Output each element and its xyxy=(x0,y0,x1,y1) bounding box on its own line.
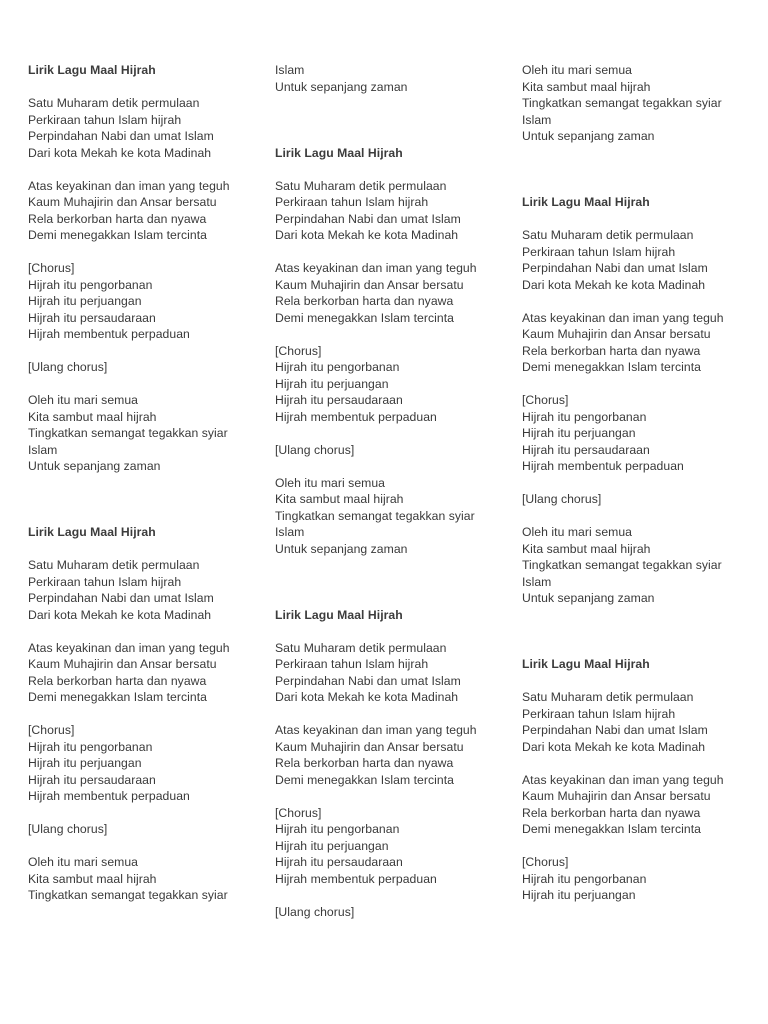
blank-line xyxy=(275,887,510,904)
blank-line xyxy=(522,145,757,162)
lyric-line: Hijrah itu pengorbanan xyxy=(522,871,647,886)
lyric-line: Untuk sepanjang zaman xyxy=(28,459,161,473)
blank-line xyxy=(28,79,263,96)
lyric-line: Hijrah itu perjuangan xyxy=(28,756,142,770)
lyric-line: Kita sambut maal hijrah xyxy=(275,492,404,506)
lyric-line: Hijrah itu persaudaraan xyxy=(275,855,403,869)
lyric-line: Perpindahan Nabi dan umat Islam xyxy=(28,591,214,605)
blank-line xyxy=(275,557,510,574)
blank-line xyxy=(28,244,263,261)
lyric-line: Perpindahan Nabi dan umat Islam xyxy=(522,261,708,275)
lyric-line: Demi menegakkan Islam tercinta xyxy=(28,690,207,704)
lyric-line: Dari kota Mekah ke kota Madinah xyxy=(522,739,706,754)
text-column-3 xyxy=(522,62,757,904)
lyric-line: Perkiraan tahun Islam hijrah xyxy=(522,706,676,721)
lyric-line: Hijrah itu pengorbanan xyxy=(275,822,400,836)
lyric-line: Hijrah itu pengorbanan xyxy=(522,409,647,424)
lyric-line: Demi menegakkan Islam tercinta xyxy=(522,822,701,836)
song-title: Lirik Lagu Maal Hijrah xyxy=(275,145,403,160)
lyric-line: Satu Muharam detik permulaan xyxy=(275,640,447,655)
lyric-line: Hijrah itu pengorbanan xyxy=(275,360,400,374)
lyric-line: Perpindahan Nabi dan umat Islam xyxy=(522,723,708,737)
blank-line xyxy=(275,623,510,640)
lyric-line: Satu Muharam detik permulaan xyxy=(28,96,200,110)
lyric-line: Kaum Muhajirin dan Ansar bersatu xyxy=(522,789,711,803)
lyric-line: Hijrah itu perjuangan xyxy=(522,426,636,440)
lyric-line: Satu Muharam detik permulaan xyxy=(275,178,447,193)
blank-line xyxy=(28,508,263,525)
text-column-1 xyxy=(28,62,263,904)
lyric-line: Hijrah itu perjuangan xyxy=(28,294,142,308)
section-label: [Ulang chorus] xyxy=(28,360,108,374)
blank-line xyxy=(28,376,263,393)
lyric-line: Oleh itu mari semua xyxy=(522,525,633,539)
lyric-line: Perkiraan tahun Islam hijrah xyxy=(275,195,429,209)
lyric-line: Atas keyakinan dan iman yang teguh xyxy=(522,772,724,787)
lyric-line: Tingkatkan semangat tegakkan syiar xyxy=(522,558,722,572)
lyric-line: Kita sambut maal hijrah xyxy=(28,871,157,886)
section-label: [Chorus] xyxy=(522,855,569,869)
blank-line xyxy=(28,623,263,640)
blank-line xyxy=(28,805,263,822)
blank-line xyxy=(28,343,263,360)
blank-line xyxy=(275,590,510,607)
blank-line xyxy=(275,326,510,343)
section-label: [Chorus] xyxy=(28,723,75,737)
blank-line xyxy=(522,607,757,624)
section-label: [Ulang chorus] xyxy=(28,822,108,836)
lyric-line: Demi menegakkan Islam tercinta xyxy=(275,772,454,787)
blank-line xyxy=(522,508,757,525)
lyric-line: Kaum Muhajirin dan Ansar bersatu xyxy=(522,327,711,341)
blank-line xyxy=(28,541,263,558)
lyric-line: Rela berkorban harta dan nyawa xyxy=(275,294,454,308)
lyric-line: Dari kota Mekah ke kota Madinah xyxy=(275,228,459,242)
lyric-line: Kaum Muhajirin dan Ansar bersatu xyxy=(28,195,217,209)
blank-line xyxy=(275,788,510,805)
lyric-line: Perpindahan Nabi dan umat Islam xyxy=(28,129,214,143)
lyric-line: Demi menegakkan Islam tercinta xyxy=(522,360,701,374)
lyric-line: Atas keyakinan dan iman yang teguh xyxy=(275,261,477,275)
lyric-line: Dari kota Mekah ke kota Madinah xyxy=(28,607,212,622)
lyric-line: Hijrah itu pengorbanan xyxy=(28,739,153,754)
song-title: Lirik Lagu Maal Hijrah xyxy=(28,63,156,77)
blank-line xyxy=(522,475,757,492)
lyric-line: Rela berkorban harta dan nyawa xyxy=(275,756,454,770)
section-label: [Chorus] xyxy=(275,805,322,820)
lyric-line: Perpindahan Nabi dan umat Islam xyxy=(275,673,461,688)
lyric-line: Kaum Muhajirin dan Ansar bersatu xyxy=(275,277,464,292)
blank-line xyxy=(275,458,510,475)
lyric-line: Hijrah itu perjuangan xyxy=(275,838,389,853)
blank-line xyxy=(28,491,263,508)
lyric-line: Hijrah membentuk perpaduan xyxy=(522,459,684,473)
section-label: [Ulang chorus] xyxy=(522,492,602,506)
lyric-line: Atas keyakinan dan iman yang teguh xyxy=(275,723,477,737)
section-label: [Chorus] xyxy=(28,261,75,275)
lyric-line: Tingkatkan semangat tegakkan syiar xyxy=(28,888,228,902)
blank-line xyxy=(522,755,757,772)
lyric-line: Oleh itu mari semua xyxy=(522,63,633,77)
lyric-line: Tingkatkan semangat tegakkan syiar xyxy=(28,426,228,440)
lyric-line: Demi menegakkan Islam tercinta xyxy=(275,310,454,325)
lyric-line: Perpindahan Nabi dan umat Islam xyxy=(275,211,461,226)
blank-line xyxy=(275,425,510,442)
blank-line xyxy=(28,475,263,492)
blank-line xyxy=(275,244,510,261)
lyric-line: Rela berkorban harta dan nyawa xyxy=(522,805,701,820)
lyric-line: Hijrah itu persaudaraan xyxy=(275,393,403,407)
song-title: Lirik Lagu Maal Hijrah xyxy=(275,607,403,622)
lyric-line: Hijrah itu persaudaraan xyxy=(28,310,156,325)
blank-line xyxy=(522,293,757,310)
lyric-line: Dari kota Mekah ke kota Madinah xyxy=(522,277,706,292)
lyric-line: Kita sambut maal hijrah xyxy=(522,79,651,94)
blank-line xyxy=(275,161,510,178)
lyric-line: Satu Muharam detik permulaan xyxy=(522,228,694,242)
blank-line xyxy=(522,211,757,228)
lyric-line: Hijrah itu perjuangan xyxy=(275,376,389,391)
lyric-line: Islam xyxy=(522,112,552,127)
lyric-line: Oleh itu mari semua xyxy=(275,475,386,490)
song-title: Lirik Lagu Maal Hijrah xyxy=(522,195,650,209)
lyric-line: Dari kota Mekah ke kota Madinah xyxy=(28,145,212,160)
blank-line xyxy=(522,838,757,855)
blank-line xyxy=(522,376,757,393)
blank-line xyxy=(522,623,757,640)
lyric-line: Satu Muharam detik permulaan xyxy=(522,690,694,704)
lyric-line: Kita sambut maal hijrah xyxy=(28,409,157,424)
lyric-line: Kita sambut maal hijrah xyxy=(522,541,651,556)
lyric-line: Satu Muharam detik permulaan xyxy=(28,558,200,572)
lyric-line: Perkiraan tahun Islam hijrah xyxy=(28,112,182,127)
blank-line xyxy=(522,161,757,178)
blank-line xyxy=(275,128,510,145)
lyric-line: Rela berkorban harta dan nyawa xyxy=(28,673,207,688)
lyric-line: Rela berkorban harta dan nyawa xyxy=(522,343,701,358)
lyric-line: Hijrah membentuk perpaduan xyxy=(275,871,437,886)
lyric-line: Islam xyxy=(275,525,305,539)
blank-line xyxy=(28,161,263,178)
lyric-line: Hijrah itu persaudaraan xyxy=(28,772,156,787)
lyric-line: Untuk sepanjang zaman xyxy=(275,541,408,556)
lyric-line: Perkiraan tahun Islam hijrah xyxy=(275,657,429,671)
lyric-line: Tingkatkan semangat tegakkan syiar xyxy=(275,508,475,523)
section-label: [Chorus] xyxy=(522,393,569,407)
lyric-line: Demi menegakkan Islam tercinta xyxy=(28,228,207,242)
lyric-line: Oleh itu mari semua xyxy=(28,393,139,407)
lyric-line: Kaum Muhajirin dan Ansar bersatu xyxy=(275,739,464,754)
blank-line xyxy=(275,574,510,591)
lyric-line: Rela berkorban harta dan nyawa xyxy=(28,211,207,226)
lyric-line: Tingkatkan semangat tegakkan syiar xyxy=(522,96,722,110)
lyric-line: Hijrah itu perjuangan xyxy=(522,888,636,902)
lyric-line: Dari kota Mekah ke kota Madinah xyxy=(275,690,459,704)
section-label: [Chorus] xyxy=(275,343,322,358)
section-label: [Ulang chorus] xyxy=(275,442,355,457)
lyric-line: Hijrah membentuk perpaduan xyxy=(275,409,437,424)
lyric-line: Atas keyakinan dan iman yang teguh xyxy=(28,178,230,193)
blank-line xyxy=(522,673,757,690)
lyric-line: Untuk sepanjang zaman xyxy=(522,129,655,143)
lyric-line: Hijrah membentuk perpaduan xyxy=(28,327,190,341)
lyric-line: Hijrah itu pengorbanan xyxy=(28,277,153,292)
lyric-line: Islam xyxy=(522,574,552,589)
lyric-line: Perkiraan tahun Islam hijrah xyxy=(28,574,182,589)
lyric-line: Perkiraan tahun Islam hijrah xyxy=(522,244,676,259)
blank-line xyxy=(28,706,263,723)
song-title: Lirik Lagu Maal Hijrah xyxy=(522,657,650,671)
blank-line xyxy=(275,706,510,723)
lyric-line: Atas keyakinan dan iman yang teguh xyxy=(522,310,724,325)
lyric-line: Untuk sepanjang zaman xyxy=(522,591,655,605)
section-label: [Ulang chorus] xyxy=(275,904,355,919)
lyric-line: Hijrah itu persaudaraan xyxy=(522,442,650,457)
blank-line xyxy=(275,95,510,112)
lyric-line: Atas keyakinan dan iman yang teguh xyxy=(28,640,230,655)
lyric-line: Hijrah membentuk perpaduan xyxy=(28,789,190,803)
blank-line xyxy=(522,178,757,195)
blank-line xyxy=(275,112,510,129)
text-column-2 xyxy=(275,62,510,920)
lyric-line: Untuk sepanjang zaman xyxy=(275,79,408,94)
blank-line xyxy=(28,838,263,855)
lyric-line: Islam xyxy=(28,442,58,457)
song-title: Lirik Lagu Maal Hijrah xyxy=(28,525,156,539)
lyric-line: Islam xyxy=(275,63,305,77)
lyric-line: Oleh itu mari semua xyxy=(28,855,139,869)
blank-line xyxy=(522,640,757,657)
lyric-line: Kaum Muhajirin dan Ansar bersatu xyxy=(28,657,217,671)
